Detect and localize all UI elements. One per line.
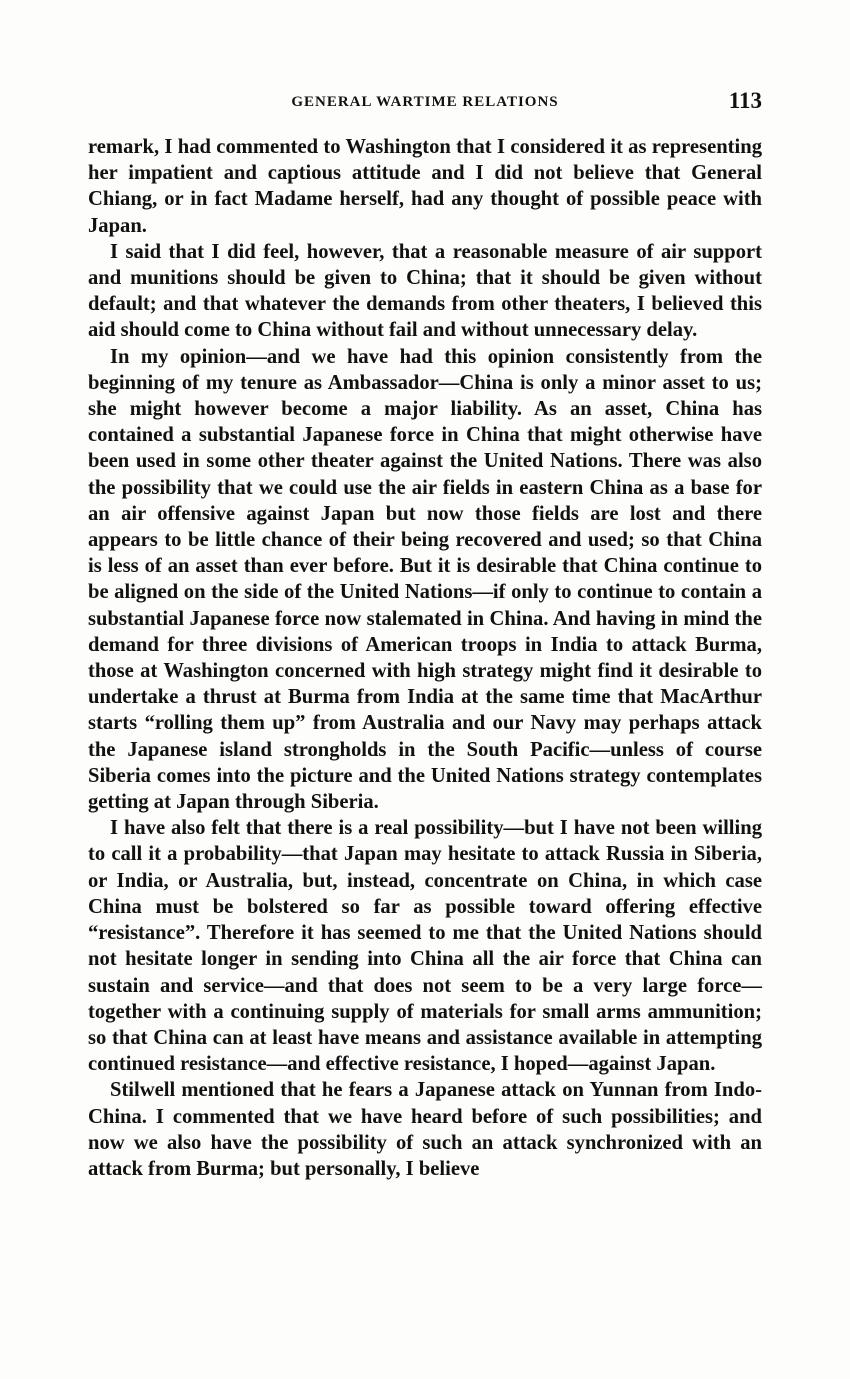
paragraph-continued: remark, I had commented to Washington that I considered it as representing her impatient and captious attitude and I did not believe that General Chiang, or in fact Madame herself, had any thought of possible peace with Japan. [88, 136, 762, 237]
body-text [88, 134, 762, 1182]
running-head: GENERAL WARTIME RELATIONS [291, 94, 559, 110]
paragraph: I said that I did feel, however, that a reasonable measure of air support and munitions should be given to China; that it should be given without default; and that whatever the demands from other theaters, I believed this aid should come to China without fail and without unnecessary delay. [88, 240, 762, 342]
paragraph: Stilwell mentioned that he fears a Japanese attack on Yunnan from Indo-China. I commented that we have heard before of such possibilities; and now we also have the possibility of such an attack synchronized with an attack from Burma; but personally, I believe [88, 1079, 762, 1180]
paragraph: In my opinion—and we have had this opinion consistently from the beginning of my tenure as Ambassador—China is only a minor asset to us; she might however become a major liability. As an asset, China has contained a substantial Japanese force in China that might otherwise have been used in some other theater against the United Nations. There was also the possibility that we could use the air fields in eastern China as a base for an air offensive against Japan but now those fields are lost and there appears to be little chance of their being recovered and used; so that China is less of an asset than ever before. But it is desirable that China continue to be aligned on the side of the United Nations—if only to continue to contain a substantial Japanese force now stalemated in China. And having in mind the demand for three divisions of American troops in India to attack Burma, those at Washington concerned with high strategy might find it desirable to undertake a thrust at Burma from India at the same time that MacArthur starts “rolling them up” from Australia and our Navy may perhaps attack the Japanese island strongholds in the South Pacific—unless of course Siberia comes into the picture and the United Nations strategy contemplates getting at Japan through Siberia. [88, 345, 762, 814]
page-number: 113 [728, 88, 762, 113]
page-header [88, 88, 762, 118]
paragraph: I have also felt that there is a real possibility—but I have not been willing to call it a probability—that Japan may hesitate to attack Russia in Siberia, or India, or Australia, but, instead, concentrate on China, in which case China must be bolstered so far as possible toward offering effective “resistance”. Therefore it has seemed to me that the United Nations should not hesitate longer in sending into China all the air force that China can sustain and service—and that does not seem to be a very large force—together with a continuing supply of materials for small arms ammunition; so that China can at least have means and assistance available in attempting continued resistance—and effective resistance, I hoped—against Japan. [88, 817, 762, 1076]
